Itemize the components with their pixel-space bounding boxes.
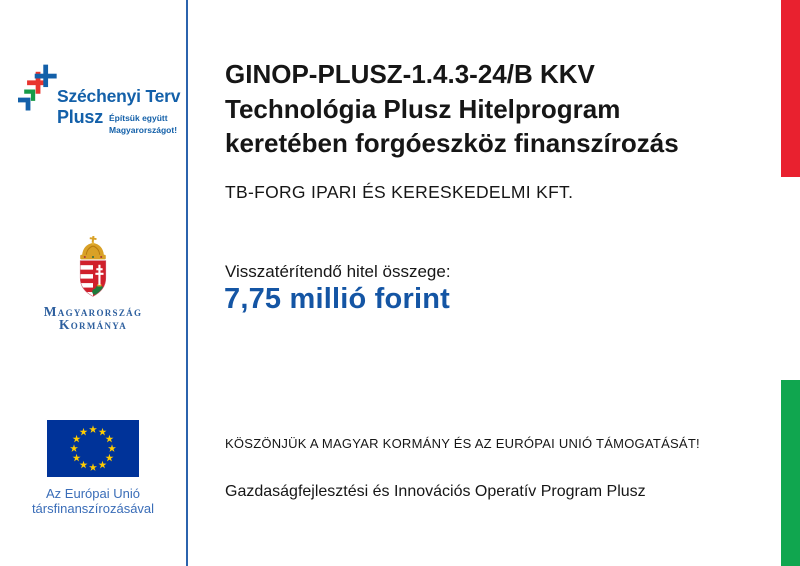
hungary-coat-of-arms-icon <box>68 236 118 300</box>
government-caption <box>0 306 186 331</box>
szechenyi-tagline-line2: Magyarországot! <box>109 125 178 136</box>
szechenyi-tagline <box>109 112 177 137</box>
flag-stripe-green <box>781 380 800 566</box>
eu-caption-line2: társfinanszírozásával <box>31 500 155 516</box>
flag-stripe-red <box>781 0 800 177</box>
szechenyi-name-line1: Széchenyi Terv <box>57 86 181 106</box>
eu-flag-icon <box>47 420 139 477</box>
szechenyi-terv-plusz-logo <box>18 62 186 137</box>
vertical-divider <box>186 0 188 566</box>
hungarian-government-logo <box>0 236 186 331</box>
loan-amount-label: Visszatérítendő hitel összege: <box>225 262 451 281</box>
project-title-line1: GINOP-PLUSZ-1.4.3-24/B KKV <box>225 59 595 89</box>
project-title-line3: keretében forgóeszköz finanszírozás <box>225 128 679 158</box>
acknowledgement-text: KÖSZÖNJÜK A MAGYAR KORMÁNY ÉS AZ EURÓPAI UNIÓ TÁMOGATÁSÁT! <box>225 436 700 451</box>
eu-cofinancing-block <box>0 420 186 517</box>
project-title-line2: Technológia Plusz Hitelprogram <box>225 93 621 124</box>
eu-caption-line1: Az Európai Unió <box>46 486 140 501</box>
szechenyi-logo-icon <box>18 64 60 118</box>
szechenyi-tagline-line1: Építsük együtt <box>109 113 168 123</box>
eu-caption <box>0 487 186 517</box>
loan-amount-value: 7,75 millió forint <box>224 283 450 315</box>
szechenyi-logo-text <box>57 88 180 137</box>
government-caption-line1: Magyarország <box>43 304 143 319</box>
szechenyi-name-line2: Plusz <box>57 107 104 127</box>
government-caption-line2: Kormánya <box>58 316 128 332</box>
project-title <box>225 57 755 161</box>
beneficiary-name: TB-FORG IPARI ÉS KERESKEDELMI KFT. <box>225 182 574 202</box>
program-name: Gazdaságfejlesztési és Innovációs Operatív Program Plusz <box>225 483 646 500</box>
